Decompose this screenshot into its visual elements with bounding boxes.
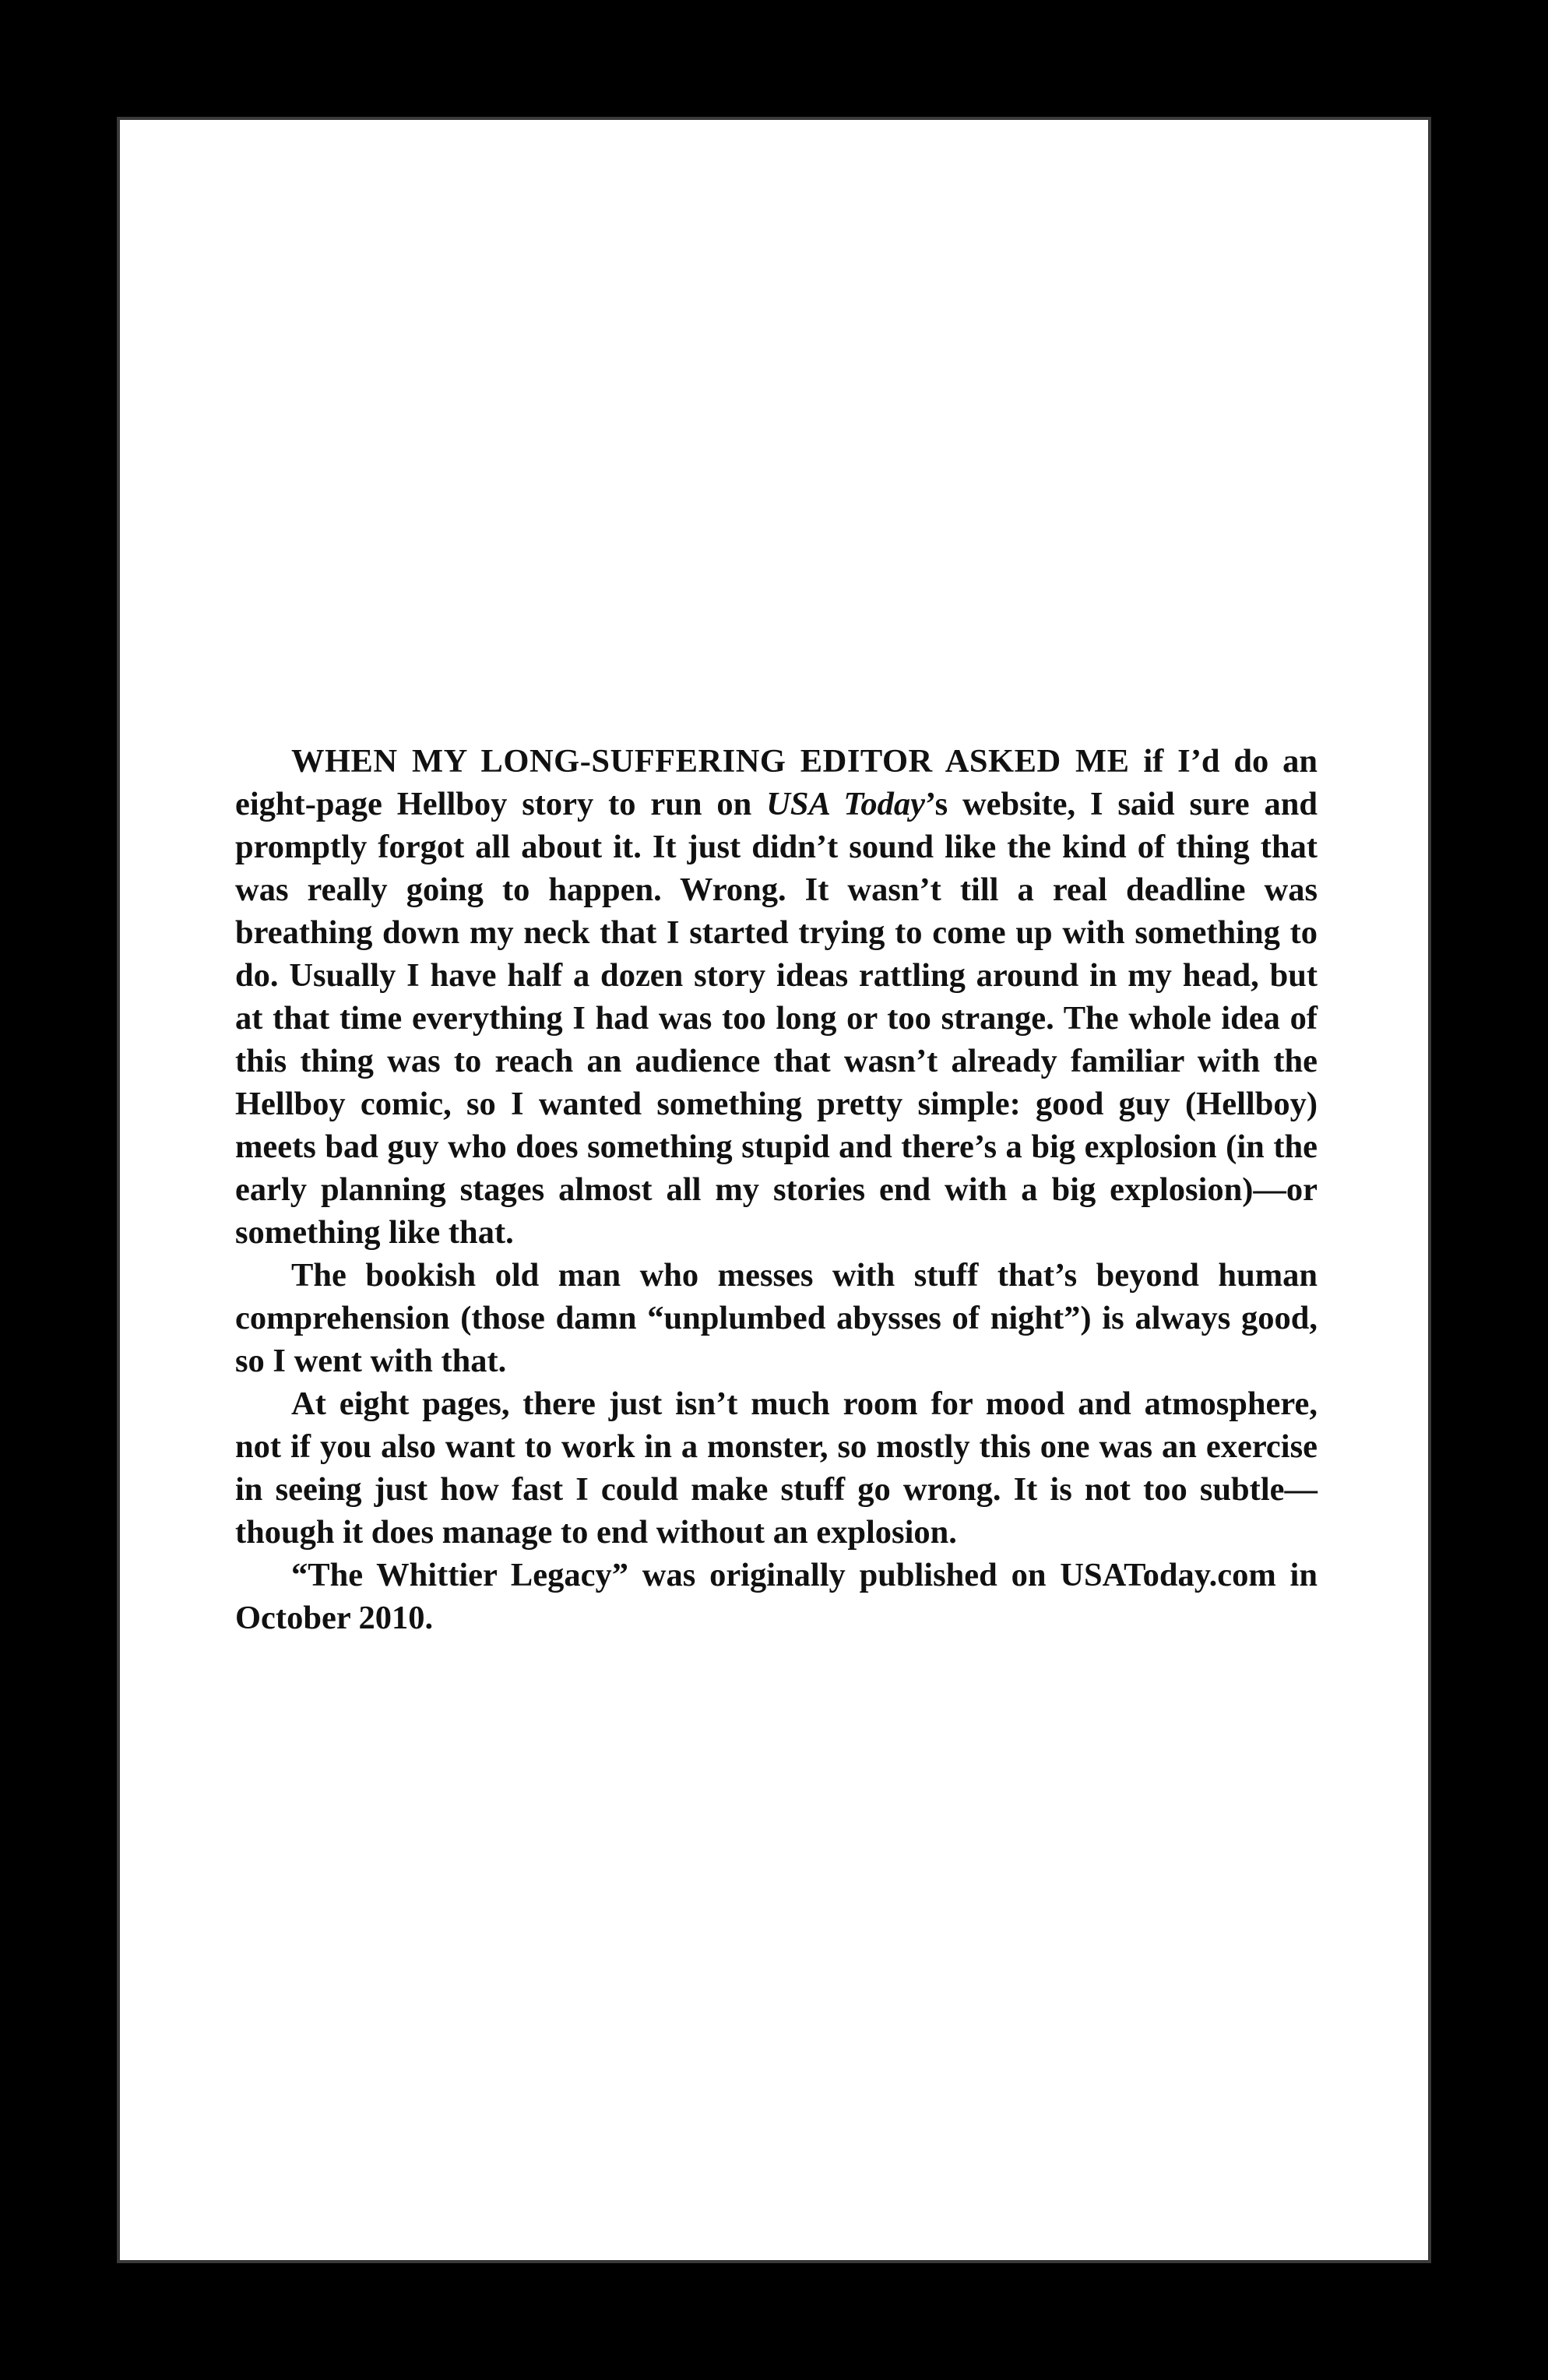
intro-paragraph-2: The bookish old man who messes with stuff that’s beyond human comprehension (those damn “unplumbed abysses of night”) is always good, so I went with that. xyxy=(235,1257,1318,1379)
intro-paragraph-1 xyxy=(235,740,1318,1254)
intro-text xyxy=(235,740,1318,1639)
intro-paragraph-4: “The Whittier Legacy” was originally published on USAToday.com in October 2010. xyxy=(235,1557,1318,1636)
intro-paragraph-3: At eight pages, there just isn’t much room for mood and atmosphere, not if you also want to work in a monster, so mostly this one was an exercise in seeing just how fast I could make stuff go wrong. It is not too subtle—though it does manage to end without an explosion. xyxy=(235,1385,1318,1551)
paragraph-1-text-b: ’s website, I said sure and promptly forgot all about it. It just didn’t sound like the kind of thing that was really going to happen. Wrong. It wasn’t till a real deadline was breathing down my neck that I started trying to come up with something to do. Usually I have half a dozen story ideas rattling around in my head, but at that time everything I had was too long or too strange. The whole idea of this thing was to reach an audience that wasn’t already familiar with the Hellboy comic, so I wanted something pretty simple: good guy (Hellboy) meets bad guy who does something stupid and there’s a big explosion (in the early planning stages almost all my stories end with a big explosion)—or something like that. xyxy=(235,786,1318,1251)
paragraph-1-text-a: if I’d do an eight-page Hellboy story to run on xyxy=(235,743,1318,822)
publication-name: USA Today xyxy=(766,786,925,822)
book-page xyxy=(117,117,1431,2263)
lead-in-caps: WHEN MY LONG-SUFFERING EDITOR ASKED ME xyxy=(291,743,1130,780)
